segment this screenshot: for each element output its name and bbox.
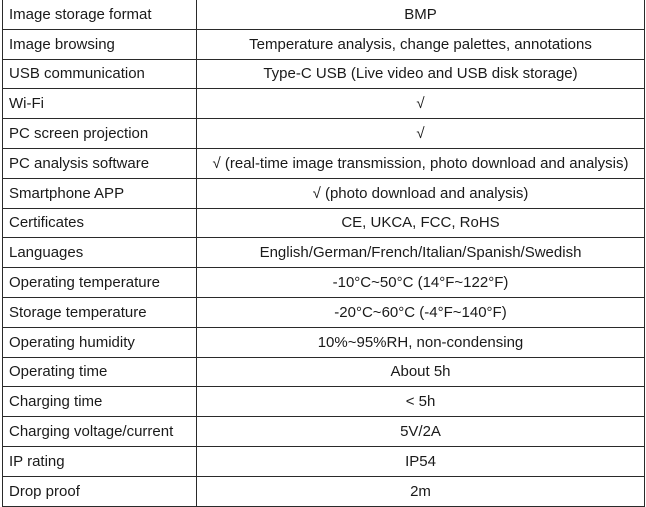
spec-label: Operating time: [3, 357, 197, 387]
table-row: [3, 208, 645, 238]
spec-label: IP rating: [3, 446, 197, 476]
table-row: [3, 59, 645, 89]
spec-value: √: [197, 89, 645, 119]
spec-value: √ (real-time image transmission, photo download and analysis): [197, 148, 645, 178]
spec-value: Type-C USB (Live video and USB disk storage): [197, 59, 645, 89]
spec-value: -10°C~50°C (14°F~122°F): [197, 268, 645, 298]
spec-value: English/German/French/Italian/Spanish/Swedish: [197, 238, 645, 268]
spec-value: √ (photo download and analysis): [197, 178, 645, 208]
spec-label: Wi-Fi: [3, 89, 197, 119]
spec-label: Certificates: [3, 208, 197, 238]
spec-value: < 5h: [197, 387, 645, 417]
spec-label: Image browsing: [3, 29, 197, 59]
table-row: [3, 417, 645, 447]
spec-label: Image storage format: [3, 0, 197, 29]
table-row: [3, 89, 645, 119]
table-row: [3, 148, 645, 178]
spec-label: Drop proof: [3, 476, 197, 506]
spec-value: 5V/2A: [197, 417, 645, 447]
table-row: [3, 357, 645, 387]
table-row: [3, 476, 645, 506]
table-row: [3, 119, 645, 149]
spec-label: PC screen projection: [3, 119, 197, 149]
spec-label: Languages: [3, 238, 197, 268]
spec-value: -20°C~60°C (-4°F~140°F): [197, 297, 645, 327]
table-row: [3, 387, 645, 417]
spec-table: [2, 0, 645, 507]
table-row: [3, 327, 645, 357]
spec-label: Charging time: [3, 387, 197, 417]
spec-label: Operating humidity: [3, 327, 197, 357]
table-row: [3, 268, 645, 298]
table-row: [3, 446, 645, 476]
spec-label: Operating temperature: [3, 268, 197, 298]
spec-table-body: [3, 0, 645, 506]
table-row: [3, 238, 645, 268]
spec-label: Storage temperature: [3, 297, 197, 327]
table-row: [3, 29, 645, 59]
spec-value: IP54: [197, 446, 645, 476]
spec-value: About 5h: [197, 357, 645, 387]
spec-value: Temperature analysis, change palettes, annotations: [197, 29, 645, 59]
spec-value: 10%~95%RH, non-condensing: [197, 327, 645, 357]
spec-value: CE, UKCA, FCC, RoHS: [197, 208, 645, 238]
spec-value: BMP: [197, 0, 645, 29]
spec-label: PC analysis software: [3, 148, 197, 178]
spec-label: Charging voltage/current: [3, 417, 197, 447]
spec-label: Smartphone APP: [3, 178, 197, 208]
table-row: [3, 297, 645, 327]
spec-value: 2m: [197, 476, 645, 506]
spec-label: USB communication: [3, 59, 197, 89]
table-row: [3, 178, 645, 208]
spec-value: √: [197, 119, 645, 149]
table-row: [3, 0, 645, 29]
